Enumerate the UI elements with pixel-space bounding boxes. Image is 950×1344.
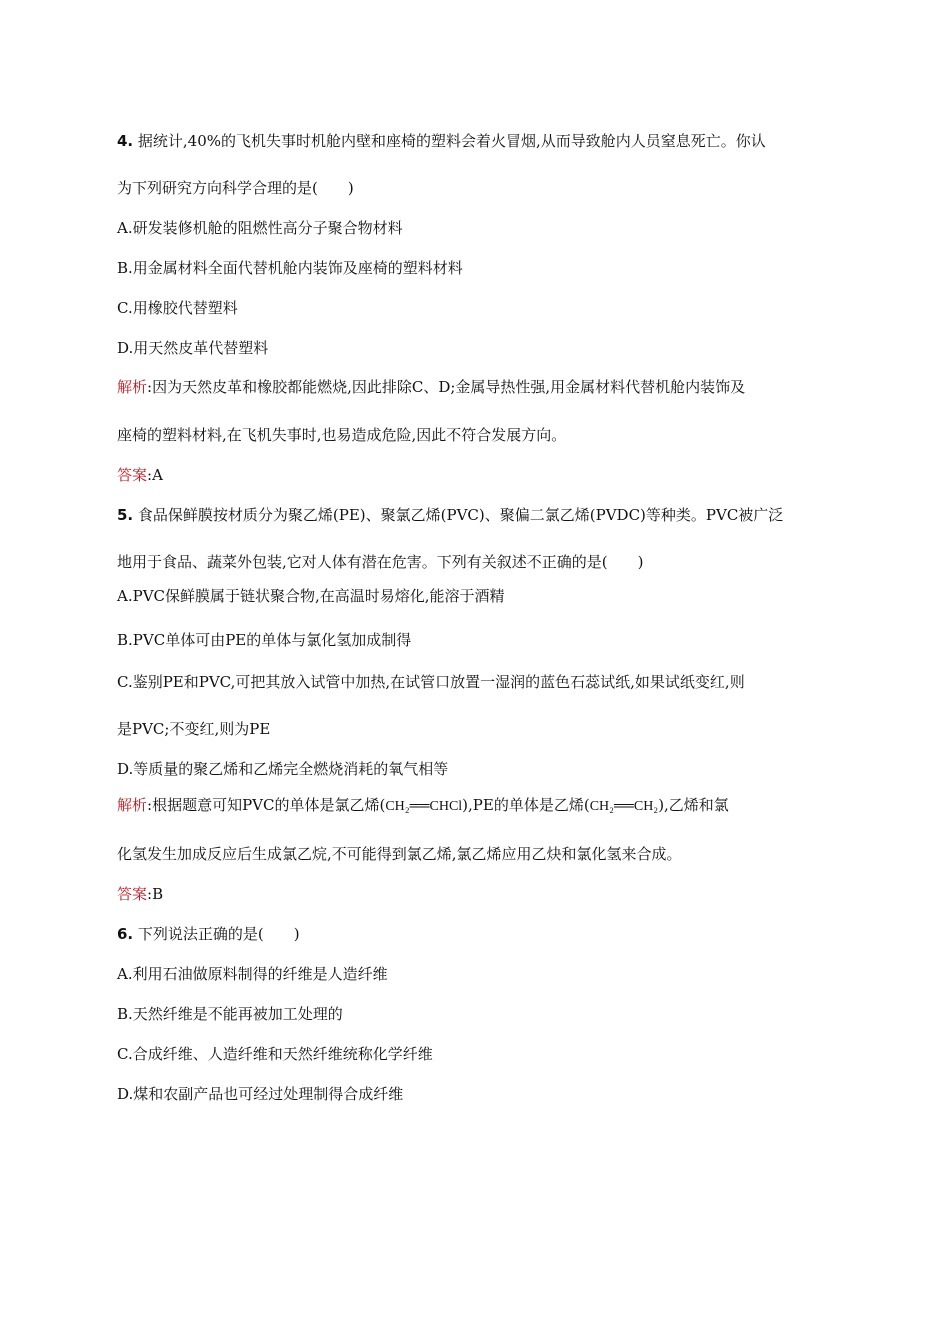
q4-answer xyxy=(117,465,163,485)
q5-stem-line1 xyxy=(117,505,783,525)
q5-analysis-text-1: :根据题意可知PVC的单体是氯乙烯( xyxy=(147,796,386,814)
q5-option-c-line2: 是PVC;不变红,则为PE xyxy=(117,720,271,738)
ethylene-formula: CH₂══CH₂ xyxy=(589,799,659,814)
q4-analysis-text: :因为天然皮革和橡胶都能燃烧,因此排除C、D;金属导热性强,用金属材料代替机舱内装饰及 xyxy=(147,378,746,396)
q6-option-b: B.天然纤维是不能再被加工处理的 xyxy=(117,1005,343,1023)
q5-answer-label: 答案 xyxy=(117,885,148,903)
q4-answer-label: 答案 xyxy=(117,466,148,484)
q6-option-a: A.利用石油做原料制得的纤维是人造纤维 xyxy=(117,965,388,983)
q4-option-d: D.用天然皮革代替塑料 xyxy=(117,339,269,357)
q5-analysis-line2: 化氢发生加成反应后生成氯乙烷,不可能得到氯乙烯,氯乙烯应用乙炔和氯化氢来合成。 xyxy=(117,845,682,863)
q4-analysis-line1 xyxy=(117,377,745,397)
q4-number: 4. xyxy=(117,132,134,150)
q4-option-a: A.研发装修机舱的阻燃性高分子聚合物材料 xyxy=(117,219,403,237)
q6-stem-line1 xyxy=(117,924,300,944)
q6-number: 6. xyxy=(117,925,134,943)
q5-number: 5. xyxy=(117,506,134,524)
q5-option-a: A.PVC保鲜膜属于链状聚合物,在高温时易熔化,能溶于酒精 xyxy=(117,587,505,605)
q4-stem-text: 据统计,40%的飞机失事时机舱内壁和座椅的塑料会着火冒烟,从而导致舱内人员窒息死亡。你认 xyxy=(133,132,766,150)
q4-stem-line1 xyxy=(117,131,766,151)
q4-answer-value: :A xyxy=(147,466,163,484)
q5-option-d: D.等质量的聚乙烯和乙烯完全燃烧消耗的氧气相等 xyxy=(117,760,449,778)
q5-analysis-text-3: ),乙烯和氯 xyxy=(658,796,729,814)
q5-stem-line2: 地用于食品、蔬菜外包装,它对人体有潜在危害。下列有关叙述不正确的是( ) xyxy=(117,553,644,571)
q5-analysis-line1 xyxy=(117,795,729,817)
q4-analysis-label: 解析 xyxy=(117,378,148,396)
vinyl-chloride-formula: CH₂══CHCl xyxy=(385,799,463,814)
q5-analysis-text-2: ),PE的单体是乙烯( xyxy=(462,796,590,814)
q5-analysis-label: 解析 xyxy=(117,796,148,814)
q6-stem-text: 下列说法正确的是( ) xyxy=(133,925,300,943)
q5-option-c-line1: C.鉴别PE和PVC,可把其放入试管中加热,在试管口放置一湿润的蓝色石蕊试纸,如果试纸变红,则 xyxy=(117,673,745,691)
q4-stem-line2: 为下列研究方向科学合理的是( ) xyxy=(117,179,354,197)
q4-analysis-line2: 座椅的塑料材料,在飞机失事时,也易造成危险,因此不符合发展方向。 xyxy=(117,426,567,444)
q5-stem-text: 食品保鲜膜按材质分为聚乙烯(PE)、聚氯乙烯(PVC)、聚偏二氯乙烯(PVDC)等种类。PVC被广泛 xyxy=(133,506,784,524)
q5-option-b: B.PVC单体可由PE的单体与氯化氢加成制得 xyxy=(117,631,412,649)
q5-answer xyxy=(117,884,163,904)
q4-option-b: B.用金属材料全面代替机舱内装饰及座椅的塑料材料 xyxy=(117,259,463,277)
q4-option-c: C.用橡胶代替塑料 xyxy=(117,299,238,317)
q6-option-c: C.合成纤维、人造纤维和天然纤维统称化学纤维 xyxy=(117,1045,433,1063)
q6-option-d: D.煤和农副产品也可经过处理制得合成纤维 xyxy=(117,1085,404,1103)
q5-answer-value: :B xyxy=(147,885,164,903)
